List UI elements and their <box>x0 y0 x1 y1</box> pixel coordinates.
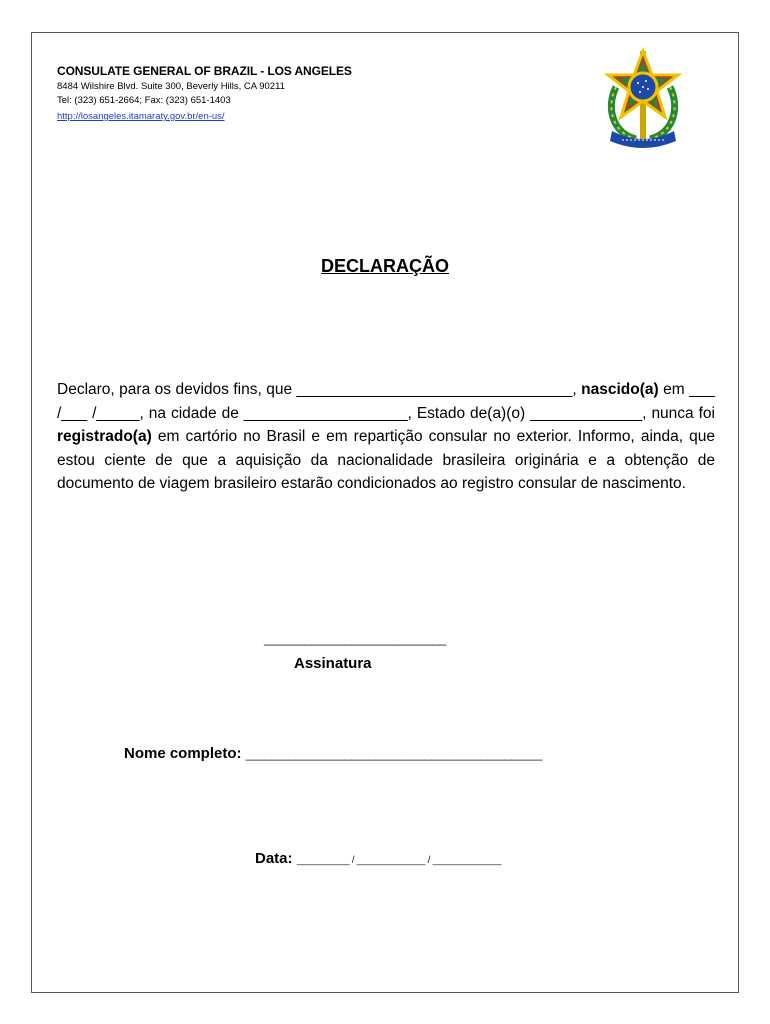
organization-name: CONSULATE GENERAL OF BRAZIL - LOS ANGELES <box>57 64 352 78</box>
registered-label: registrado(a) <box>57 428 152 445</box>
date-field[interactable]: __________ / _____________ / _____________ <box>296 855 501 866</box>
date-row <box>255 850 501 867</box>
declaration-part-3: em cartório no Brasil e em repartição consular no exterior. Informo, ainda, que estou ciente de que a aquisição da nacionalidade brasileira originária e a obtenção de documento de viagem brasileiro estarão condicionados ao registro consular de nascimento. <box>57 428 715 492</box>
address: 8484 Wilshire Blvd. Suite 300, Beverly Hills, CA 90211 <box>57 81 285 92</box>
document-title: DECLARAÇÃO <box>321 256 449 276</box>
declaration-part-1: Declaro, para os devidos fins, que ________________________________, <box>57 381 582 398</box>
born-label: nascido(a) <box>581 381 659 398</box>
declaration-part-2: em ___ /___ /_____, na cidade de ___________________, Estado de(a)(o) _____________, nunca foi <box>57 381 715 422</box>
phone-fax: Tel: (323) 651-2664; Fax: (323) 651-1403 <box>57 95 231 106</box>
signature-line[interactable]: ___________________________ <box>264 631 446 646</box>
date-label: Data: <box>255 850 293 867</box>
website-link[interactable]: http://losangeles.itamaraty.gov.br/en-us/ <box>57 111 225 122</box>
document-page <box>31 32 739 993</box>
declaration-text <box>57 378 715 496</box>
full-name-field[interactable]: ________________________________________________ <box>245 747 543 761</box>
signature-label: Assinatura <box>294 655 372 672</box>
brazil-coat-of-arms-icon <box>602 47 684 153</box>
full-name-row <box>124 745 542 762</box>
full-name-label: Nome completo: <box>124 745 242 762</box>
letterhead <box>57 64 352 124</box>
